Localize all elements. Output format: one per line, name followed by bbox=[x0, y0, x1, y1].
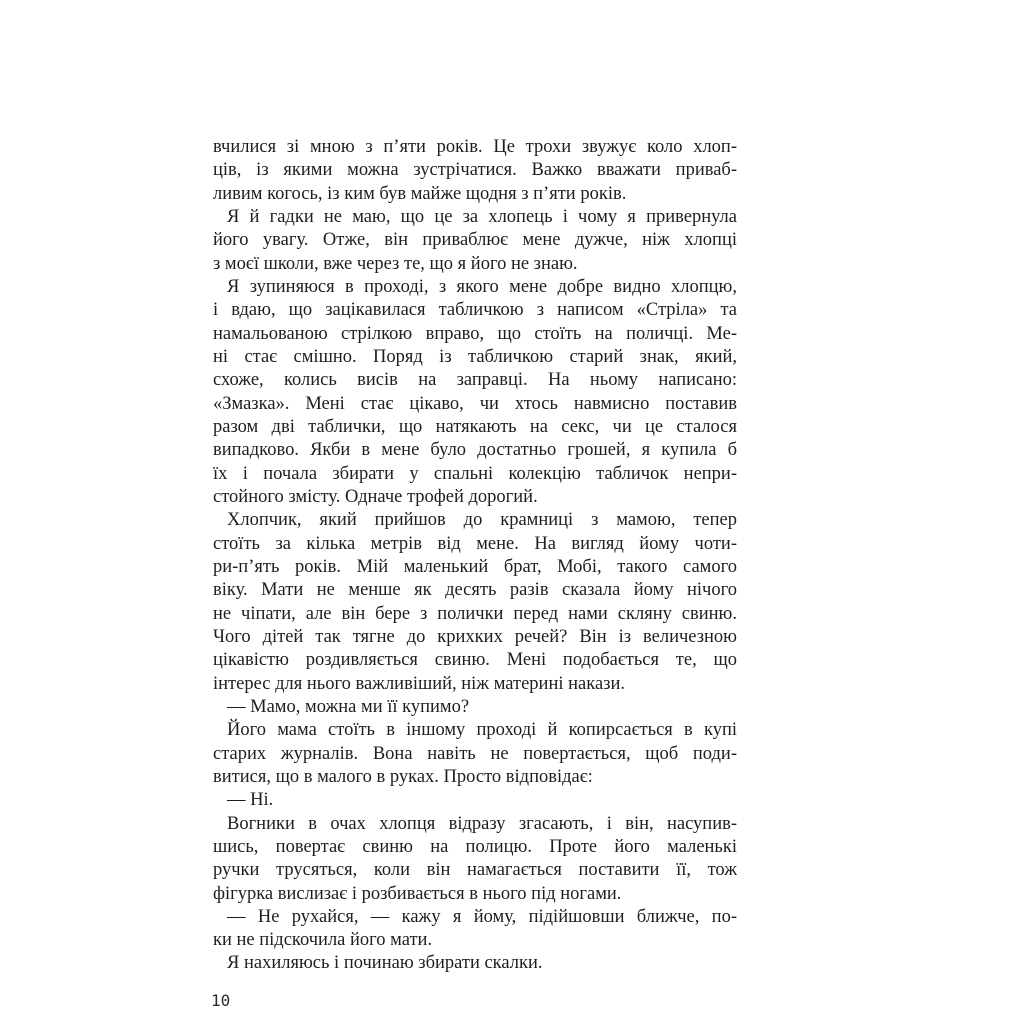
text-line: — Мамо, можна ми її купимо? bbox=[227, 696, 470, 717]
paragraph bbox=[213, 813, 737, 906]
text-line: випадково. Якби в мене було достатньо грошей, я купила б bbox=[213, 440, 737, 461]
text-line: схоже, колись висів на заправці. На ньому написано: bbox=[213, 370, 737, 391]
text-line: ців, із якими можна зустрічатися. Важко вважати приваб- bbox=[213, 160, 737, 181]
page-text bbox=[213, 136, 737, 976]
paragraph bbox=[213, 952, 737, 975]
paragraph bbox=[213, 719, 737, 789]
paragraph bbox=[213, 206, 737, 276]
page-number: 10 bbox=[211, 991, 231, 1010]
paragraph bbox=[213, 696, 737, 719]
text-line: інтерес для нього важливіший, ніж материні накази. bbox=[213, 673, 625, 694]
text-line: — Ні. bbox=[227, 790, 274, 811]
text-line: витися, що в малого в руках. Просто відповідає: bbox=[213, 766, 593, 787]
text-line: ні стає смішно. Поряд із табличкою старий знак, який, bbox=[213, 346, 737, 367]
paragraph bbox=[213, 789, 737, 812]
text-line: ручки трусяться, коли він намагається поставити її, тож bbox=[213, 860, 737, 881]
text-line: намальованою стрілкою вправо, що стоїть на поличці. Ме- bbox=[213, 323, 737, 344]
paragraph bbox=[213, 509, 737, 696]
text-line: Вогники в очах хлопця відразу згасають, і він, насупив- bbox=[227, 813, 737, 834]
text-line: Хлопчик, який прийшов до крамниці з мамою, тепер bbox=[227, 510, 737, 531]
text-line: Я нахиляюсь і починаю збирати скалки. bbox=[227, 953, 543, 974]
text-line: з моєї школи, вже через те, що я його не знаю. bbox=[213, 253, 578, 274]
text-line: ри-п’ять років. Мій маленький брат, Мобі, такого самого bbox=[213, 556, 737, 577]
text-line: Я зупиняюся в проході, з якого мене добре видно хлопцю, bbox=[227, 276, 737, 297]
paragraph bbox=[213, 136, 737, 206]
text-line: Я й гадки не маю, що це за хлопець і чому я привернула bbox=[227, 206, 737, 227]
text-line: Чого дітей так тягне до крихких речей? Він із величезною bbox=[213, 626, 737, 647]
paragraph bbox=[213, 276, 737, 509]
text-line: стойного змісту. Одначе трофей дорогий. bbox=[213, 486, 538, 507]
text-line: Його мама стоїть в іншому проході й копирсається в купі bbox=[227, 720, 737, 741]
text-line: не чіпати, але він бере з полички перед нами скляну свиню. bbox=[213, 603, 737, 624]
text-line: — Не рухайся, — кажу я йому, підійшовши ближче, по- bbox=[227, 906, 737, 927]
text-line: цікавістю роздивляється свиню. Мені подобається те, що bbox=[213, 650, 737, 671]
text-line: разом дві таблички, що натякають на секс, чи це сталося bbox=[213, 416, 737, 437]
text-line: віку. Мати не менше як десять разів сказала йому нічого bbox=[213, 580, 737, 601]
text-line: його увагу. Отже, він приваблює мене дужче, ніж хлопці bbox=[213, 230, 737, 251]
text-line: вчилися зі мною з п’яти років. Це трохи звужує коло хлоп- bbox=[213, 137, 737, 157]
text-line: шись, повертає свиню на полицю. Проте його маленькі bbox=[213, 836, 737, 857]
text-line: стоїть за кілька метрів від мене. На вигляд йому чоти- bbox=[213, 533, 737, 554]
text-line: їх і почала збирати у спальні колекцію табличок непри- bbox=[213, 463, 737, 484]
text-line: ки не підскочила його мати. bbox=[213, 930, 433, 951]
text-line: старих журналів. Вона навіть не повертається, щоб поди- bbox=[213, 743, 737, 764]
text-line: фігурка вислизає і розбивається в нього під ногами. bbox=[213, 883, 622, 904]
paragraph bbox=[213, 906, 737, 953]
text-line: і вдаю, що зацікавилася табличкою з написом «Стріла» та bbox=[213, 300, 737, 321]
text-line: ливим когось, із ким був майже щодня з п’яти років. bbox=[213, 183, 627, 204]
text-line: «Змазка». Мені стає цікаво, чи хтось навмисно поставив bbox=[213, 393, 737, 414]
